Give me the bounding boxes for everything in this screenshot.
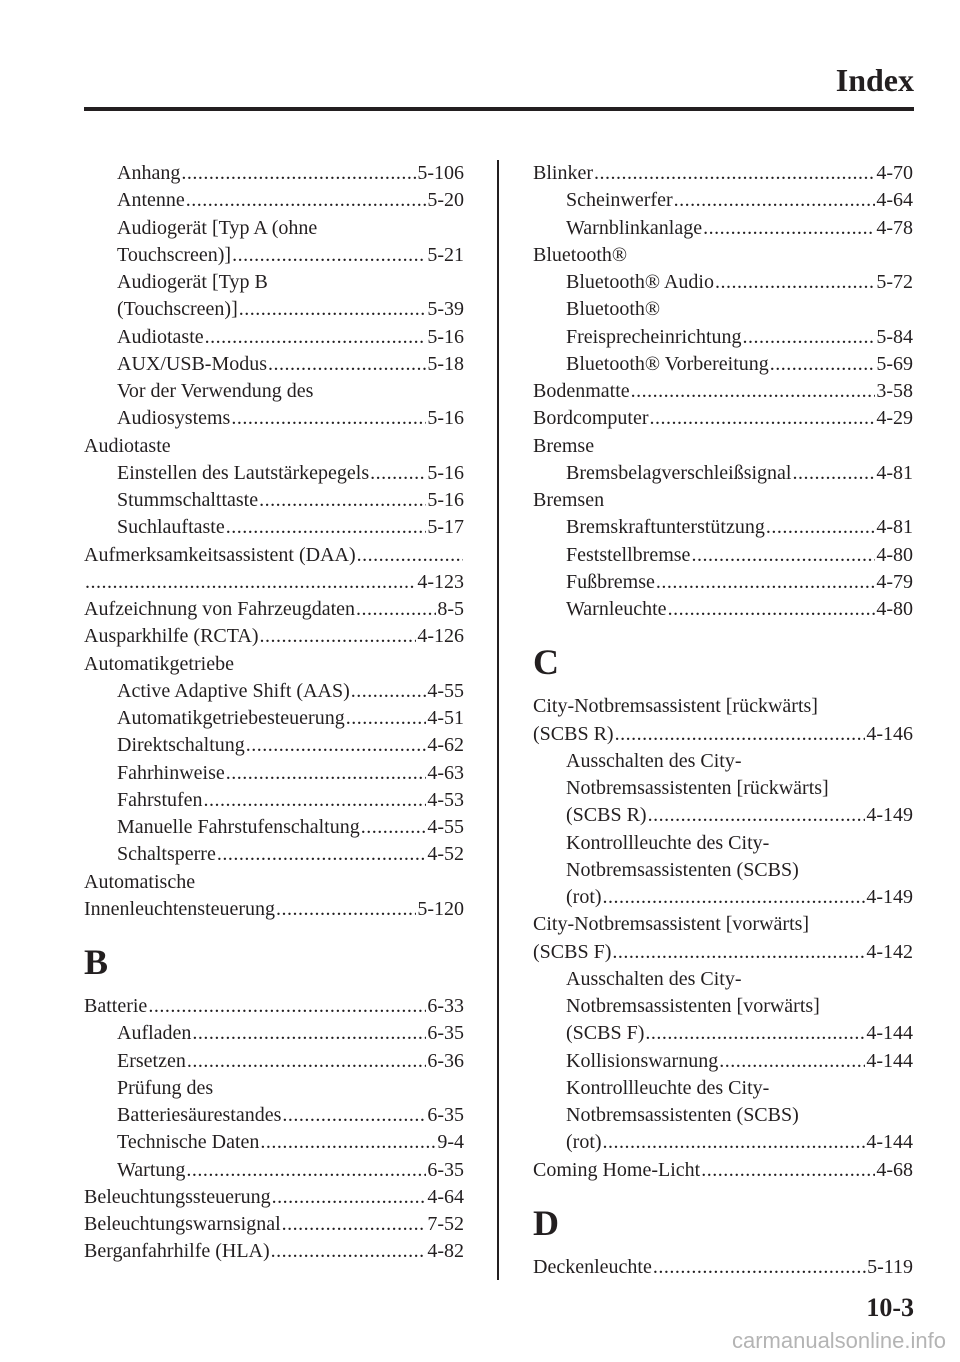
index-subentry	[84, 1048, 464, 1075]
entry-text: Audiogerät [Typ A (ohne	[117, 216, 318, 239]
section-letter-b: B	[84, 942, 109, 982]
index-subentry	[533, 1075, 913, 1102]
leader-dots	[268, 351, 426, 378]
page-reference: 4-68	[876, 1158, 913, 1181]
entry-text: Automatikgetriebesteuerung	[117, 707, 345, 729]
page-reference: 5-16	[427, 325, 464, 348]
index-subentry	[533, 296, 913, 323]
page-reference: 5-18	[427, 352, 464, 375]
leader-dots	[648, 802, 866, 829]
leader-dots	[204, 787, 427, 814]
index-entry	[84, 993, 464, 1020]
leader-dots	[226, 514, 427, 541]
index-subentry	[84, 514, 464, 541]
entry-text: Audiosystems	[117, 407, 231, 430]
header-rule	[84, 107, 914, 111]
entry-text: Coming Home-Licht	[533, 1158, 701, 1181]
index-subentry	[84, 1102, 464, 1129]
index-subentry	[84, 1020, 464, 1047]
entry-text: Vor der Verwendung des	[117, 380, 314, 402]
watermark-text: carmanualsonline.info	[731, 1328, 946, 1353]
page-reference: 5-120	[417, 897, 464, 920]
index-subentry	[84, 324, 464, 351]
entry-text: (SCBS R)	[566, 804, 647, 827]
index-subentry	[84, 269, 464, 296]
leader-dots	[793, 460, 876, 487]
entry-text: Automatische	[84, 870, 196, 893]
leader-dots	[226, 760, 427, 787]
index-entry	[84, 869, 464, 896]
index-subentry	[84, 787, 464, 814]
index-entry	[84, 623, 464, 650]
entry-text: Ausparkhilfe (RCTA)	[84, 625, 259, 648]
index-entry	[84, 596, 464, 623]
leader-dots	[205, 324, 427, 351]
index-subentry	[84, 351, 464, 378]
page-reference: 5-72	[876, 271, 913, 293]
page-reference: 6-36	[427, 1049, 464, 1072]
leader-dots	[370, 460, 426, 487]
index-entry	[533, 242, 913, 269]
page-reference: 4-80	[876, 543, 913, 566]
leader-dots	[668, 596, 876, 623]
entry-text: Batterie	[84, 995, 148, 1017]
index-subentry	[533, 748, 913, 775]
entry-text: Ausschalten des City-	[566, 967, 742, 990]
page-reference: 4-53	[427, 788, 464, 811]
index-column-right	[533, 160, 913, 1281]
page-reference: 5-69	[876, 352, 913, 375]
page-reference: 4-63	[427, 761, 464, 784]
index-entry	[84, 1184, 464, 1211]
entry-text: Blinker	[533, 162, 593, 184]
index-subentry	[84, 760, 464, 787]
page-reference: 4-80	[876, 598, 913, 620]
entry-text: Notbremsassistenten [vorwärts]	[566, 995, 820, 1017]
page-number: 10-3	[866, 1293, 914, 1322]
page-reference: 4-79	[876, 570, 913, 593]
index-subentry	[84, 187, 464, 214]
index-entry	[533, 1157, 913, 1184]
page-reference: 4-123	[417, 570, 464, 593]
leader-dots	[656, 569, 875, 596]
entry-text: Fußbremse	[566, 570, 655, 593]
leader-dots	[631, 378, 876, 405]
index-entry	[84, 651, 464, 678]
index-subentry	[533, 884, 913, 911]
entry-text: Warnblinkanlage	[566, 216, 703, 239]
index-entry	[84, 542, 464, 569]
page-reference: 4-146	[866, 722, 913, 745]
entry-text: Stummschalttaste	[117, 489, 259, 511]
index-subentry	[533, 993, 913, 1020]
index-subentry	[533, 569, 913, 596]
entry-text: Kontrollleuchte des City-	[566, 1076, 770, 1099]
leader-dots	[259, 487, 426, 514]
leader-dots	[260, 1129, 436, 1156]
index-subentry	[533, 1048, 913, 1075]
index-entry	[533, 693, 913, 720]
entry-text: AUX/USB-Modus	[117, 352, 268, 375]
page-reference: 4-78	[876, 216, 913, 239]
entry-text: Bluetooth®	[566, 298, 661, 321]
leader-dots	[715, 269, 875, 296]
index-entry	[533, 487, 913, 514]
entry-text: Aufzeichnung von Fahrzeugdaten	[84, 598, 356, 620]
entry-text: Ausschalten des City-	[566, 749, 742, 772]
page-reference: 4-52	[427, 843, 464, 866]
entry-text: Audiotaste	[84, 434, 171, 457]
index-subentry	[533, 596, 913, 623]
index-entry	[533, 405, 913, 432]
index-entry	[533, 939, 913, 966]
page-reference: 9-4	[437, 1131, 464, 1154]
page-reference: 6-35	[427, 1022, 464, 1045]
index-subentry	[533, 966, 913, 993]
index-subentry	[84, 242, 464, 269]
index-subentry	[84, 705, 464, 732]
index-subentry	[533, 857, 913, 884]
page-reference: 5-16	[427, 407, 464, 430]
index-subentry	[84, 160, 464, 187]
entry-text: Touchscreen)]	[117, 243, 232, 266]
index-entry	[84, 896, 464, 923]
entry-text: (Touchscreen)]	[117, 298, 238, 321]
entry-text: Freisprecheinrichtung	[566, 325, 742, 348]
index-subentry	[84, 1075, 464, 1102]
page-reference: 4-149	[866, 804, 913, 827]
entry-text: Wartung	[117, 1158, 186, 1181]
entry-text: Active Adaptive Shift (AAS)	[117, 679, 350, 702]
page-reference: 4-81	[876, 516, 913, 539]
page-reference: 8-5	[437, 598, 464, 620]
section-letter-c: C	[533, 642, 559, 683]
page-reference: 4-62	[427, 734, 464, 757]
entry-text: Fahrstufen	[117, 788, 203, 811]
page-reference: 5-119	[867, 1255, 913, 1278]
index-subentry	[533, 269, 913, 296]
leader-dots	[148, 993, 426, 1020]
entry-text: Batteriesäurestandes	[117, 1104, 282, 1126]
page-reference: 4-29	[876, 407, 913, 430]
index-entry	[533, 378, 913, 405]
index-subentry	[84, 405, 464, 432]
page-reference: 5-16	[427, 489, 464, 511]
entry-text: Technische Daten	[117, 1131, 260, 1154]
index-subentry	[84, 678, 464, 705]
leader-dots	[674, 187, 876, 214]
entry-text: Bluetooth® Audio	[566, 271, 714, 293]
entry-text: (SCBS F)	[566, 1022, 645, 1045]
index-subentry	[533, 802, 913, 829]
index-subentry	[84, 378, 464, 405]
index-subentry	[84, 814, 464, 841]
entry-text: Kollisionswarnung	[566, 1049, 719, 1072]
entry-text: City-Notbremsassistent [vorwärts]	[533, 913, 810, 936]
leader-dots	[232, 242, 426, 269]
leader-dots	[701, 1157, 875, 1184]
page-reference: 5-21	[427, 243, 464, 266]
leader-dots	[719, 1048, 865, 1075]
leader-dots	[346, 705, 427, 732]
entry-text: Bluetooth® Vorbereitung	[566, 352, 769, 375]
entry-text: Berganfahrhilfe (HLA)	[84, 1240, 270, 1263]
leader-dots	[594, 160, 875, 187]
leader-dots	[356, 596, 436, 623]
entry-text: Antenne	[117, 189, 185, 212]
index-subentry	[84, 460, 464, 487]
entry-text: Deckenleuchte	[533, 1255, 652, 1278]
leader-dots	[743, 324, 876, 351]
leader-dots	[186, 1157, 426, 1184]
leader-dots	[239, 296, 427, 323]
index-entry	[84, 1238, 464, 1265]
index-subentry	[533, 351, 913, 378]
entry-text: Notbremsassistenten (SCBS)	[566, 858, 799, 881]
entry-text: Kontrollleuchte des City-	[566, 831, 770, 854]
entry-text: Notbremsassistenten (SCBS)	[566, 1104, 799, 1126]
page-reference: 4-149	[866, 886, 913, 908]
leader-dots	[770, 351, 876, 378]
index-subentry	[533, 542, 913, 569]
column-divider	[497, 160, 499, 1280]
index-entry	[84, 433, 464, 460]
entry-text: Fahrhinweise	[117, 761, 225, 784]
leader-dots	[653, 1254, 866, 1281]
entry-text: City-Notbremsassistent [rückwärts]	[533, 695, 818, 718]
entry-text: Manuelle Fahrstufenschaltung	[117, 816, 360, 838]
leader-dots	[282, 1102, 426, 1129]
index-subentry	[533, 187, 913, 214]
index-entry	[84, 1211, 464, 1238]
entry-text: Aufladen	[117, 1022, 192, 1045]
index-entry	[533, 721, 913, 748]
leader-dots	[615, 721, 866, 748]
index-subentry	[533, 514, 913, 541]
page-header-title: Index	[835, 62, 914, 98]
page-reference: 4-51	[427, 707, 464, 729]
page-reference: 6-35	[427, 1104, 464, 1126]
index-subentry	[84, 1129, 464, 1156]
index-subentry	[533, 460, 913, 487]
index-subentry	[84, 296, 464, 323]
index-subentry	[533, 215, 913, 242]
page-reference: 6-35	[427, 1158, 464, 1181]
entry-text: Prüfung des	[117, 1076, 214, 1099]
leader-dots	[246, 732, 427, 759]
entry-text: Einstellen des Lautstärkepegels	[117, 461, 370, 484]
entry-text: Bremsen	[533, 489, 605, 511]
index-subentry	[84, 215, 464, 242]
entry-text: Feststellbremse	[566, 543, 691, 566]
page-reference: 7-52	[427, 1213, 464, 1235]
entry-text: Bluetooth®	[533, 243, 628, 266]
leader-dots	[272, 1184, 427, 1211]
page-reference: 4-55	[427, 816, 464, 838]
leader-dots	[703, 215, 875, 242]
section-letter-d: D	[533, 1202, 559, 1243]
entry-text: Direktschaltung	[117, 734, 245, 757]
page-reference: 4-144	[866, 1049, 913, 1072]
page-reference: 4-144	[866, 1022, 913, 1045]
entry-text: Scheinwerfer	[566, 189, 673, 212]
leader-dots	[766, 514, 875, 541]
entry-text: Beleuchtungssteuerung	[84, 1185, 271, 1208]
entry-text: Bremskraftunterstützung	[566, 516, 765, 539]
index-subentry	[533, 324, 913, 351]
leader-dots	[217, 841, 426, 868]
page-reference: 3-58	[876, 380, 913, 402]
page-reference: 4-64	[876, 189, 913, 212]
page-reference: 5-39	[427, 298, 464, 321]
page-reference: 5-16	[427, 461, 464, 484]
entry-text: Bremse	[533, 434, 595, 457]
page-reference: 4-144	[866, 1131, 913, 1154]
index-subentry	[84, 1157, 464, 1184]
leader-dots	[271, 1238, 427, 1265]
entry-text: (rot)	[566, 1131, 602, 1154]
index-subentry	[533, 775, 913, 802]
leader-dots	[187, 1048, 426, 1075]
leader-dots	[186, 187, 427, 214]
entry-text: Bodenmatte	[533, 380, 630, 402]
leader-dots	[351, 678, 427, 705]
leader-dots	[192, 1020, 426, 1047]
leader-dots	[603, 1129, 866, 1156]
entry-text: (rot)	[566, 886, 602, 908]
page-reference: 4-64	[427, 1185, 464, 1208]
index-subentry	[84, 841, 464, 868]
leader-dots	[357, 542, 463, 569]
leader-dots	[361, 814, 427, 841]
leader-dots	[181, 160, 416, 187]
entry-text: Beleuchtungswarnsignal	[84, 1213, 281, 1235]
index-entry	[533, 911, 913, 938]
leader-dots	[691, 542, 875, 569]
entry-text: Aufmerksamkeitsassistent (DAA)	[84, 543, 356, 566]
index-entry	[533, 433, 913, 460]
page-reference: 5-20	[427, 189, 464, 212]
page-reference: 4-55	[427, 679, 464, 702]
entry-text: (SCBS R)	[533, 722, 614, 745]
leader-dots	[85, 569, 416, 596]
index-entry	[533, 160, 913, 187]
entry-text: Bordcomputer	[533, 407, 649, 430]
leader-dots	[259, 623, 416, 650]
index-subentry	[533, 1129, 913, 1156]
page-reference: 5-106	[417, 162, 464, 184]
entry-text: Audiotaste	[117, 325, 204, 348]
leader-dots	[645, 1020, 865, 1047]
index-column-left	[84, 160, 464, 1266]
entry-text: Ersetzen	[117, 1049, 186, 1072]
entry-text: Warnleuchte	[566, 598, 667, 620]
page-reference: 5-84	[876, 325, 913, 348]
entry-text: Schaltsperre	[117, 843, 216, 866]
entry-text: (SCBS F)	[533, 940, 612, 963]
page-reference: 4-81	[876, 461, 913, 484]
page-reference: 4-142	[866, 940, 913, 963]
index-subentry	[84, 487, 464, 514]
index-entry	[533, 1254, 913, 1281]
entry-text: Automatikgetriebe	[84, 652, 234, 675]
leader-dots	[276, 896, 416, 923]
index-subentry	[533, 830, 913, 857]
index-subentry	[84, 732, 464, 759]
entry-text: Innenleuchtensteuerung	[84, 897, 276, 920]
index-entry	[84, 569, 464, 596]
index-subentry	[533, 1102, 913, 1129]
leader-dots	[282, 1211, 427, 1238]
entry-text: Suchlauftaste	[117, 516, 225, 539]
leader-dots	[612, 939, 865, 966]
entry-text: Audiogerät [Typ B	[117, 271, 268, 293]
page-reference: 4-82	[427, 1240, 464, 1263]
entry-text: Anhang	[117, 162, 181, 184]
page-reference: 5-17	[427, 516, 464, 539]
entry-text: Bremsbelagverschleißsignal	[566, 461, 792, 484]
page-reference: 4-126	[417, 625, 464, 648]
leader-dots	[650, 405, 876, 432]
page-reference: 4-70	[876, 162, 913, 184]
page-reference: 6-33	[427, 995, 464, 1017]
entry-text: Notbremsassistenten [rückwärts]	[566, 777, 829, 799]
index-subentry	[533, 1020, 913, 1047]
leader-dots	[603, 884, 866, 911]
leader-dots	[231, 405, 426, 432]
